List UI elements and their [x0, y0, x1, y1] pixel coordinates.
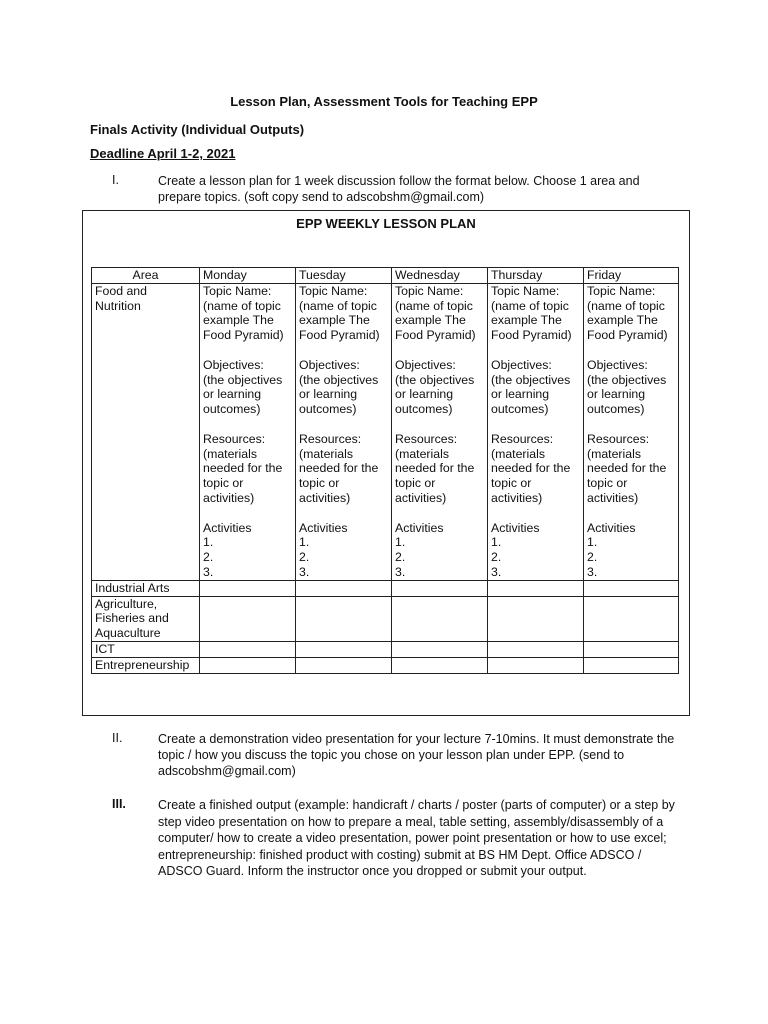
- day-plan-cell: [584, 283, 679, 580]
- empty-cell: [584, 596, 679, 641]
- spacer: [395, 417, 484, 432]
- topic-description: (name of topic example The Food Pyramid): [587, 298, 668, 343]
- empty-cell: [392, 596, 488, 641]
- spacer: [299, 343, 388, 358]
- column-header-thursday: Thursday: [488, 268, 584, 284]
- activity-item: 3.: [299, 564, 310, 579]
- activities-label: Activities: [587, 520, 636, 535]
- objectives-description: (the objectives or learning outcomes): [395, 372, 475, 417]
- column-header-monday: Monday: [200, 268, 296, 284]
- empty-cell: [584, 580, 679, 596]
- topic-description: (name of topic example The Food Pyramid): [491, 298, 572, 343]
- spacer: [491, 343, 580, 358]
- empty-cell: [392, 580, 488, 596]
- empty-cell: [392, 641, 488, 657]
- area-cell: Agriculture, Fisheries and Aquaculture: [92, 596, 200, 641]
- empty-cell: [584, 641, 679, 657]
- column-header-area: Area: [92, 268, 200, 284]
- empty-cell: [200, 580, 296, 596]
- column-header-wednesday: Wednesday: [392, 268, 488, 284]
- item-text: Create a finished output (example: handicraft / charts / poster (parts of computer) or a step by step video presentation on how to prepare a meal, table setting, assembly/disassembly of a computer/ how to create a video presentation, power point presentation or how to use excel; entrepreneurship: finished product with costing) submit at BS HM Dept. Office ADSCO / ADSCO Guard. Inform the instructor once you dropped or submit your output.: [158, 798, 675, 878]
- objectives-label: Objectives:: [491, 357, 552, 372]
- objectives-description: (the objectives or learning outcomes): [203, 372, 283, 417]
- topic-description: (name of topic example The Food Pyramid): [395, 298, 476, 343]
- resources-label: Resources:: [299, 431, 362, 446]
- objectives-description: (the objectives or learning outcomes): [299, 372, 379, 417]
- empty-cell: [296, 657, 392, 673]
- item-number: II.: [112, 731, 123, 745]
- empty-cell: [488, 657, 584, 673]
- spacer: [395, 343, 484, 358]
- activity-item: 3.: [491, 564, 502, 579]
- empty-cell: [584, 657, 679, 673]
- objectives-label: Objectives:: [203, 357, 264, 372]
- day-plan-cell: [296, 283, 392, 580]
- activity-item: 3.: [395, 564, 406, 579]
- table-row: [92, 596, 679, 641]
- objectives-description: (the objectives or learning outcomes): [587, 372, 667, 417]
- lesson-plan-box: [82, 210, 690, 716]
- spacer: [299, 506, 388, 521]
- objectives-description: (the objectives or learning outcomes): [491, 372, 571, 417]
- area-cell: Entrepreneurship: [92, 657, 200, 673]
- spacer: [491, 417, 580, 432]
- area-cell: Industrial Arts: [92, 580, 200, 596]
- empty-cell: [200, 641, 296, 657]
- topic-label: Topic Name:: [299, 283, 368, 298]
- activity-item: 1.: [203, 535, 214, 550]
- objectives-label: Objectives:: [395, 357, 456, 372]
- topic-label: Topic Name:: [203, 283, 272, 298]
- spacer: [203, 343, 292, 358]
- resources-label: Resources:: [587, 431, 650, 446]
- table-row: [92, 580, 679, 596]
- table-row: [92, 283, 679, 580]
- topic-label: Topic Name:: [587, 283, 656, 298]
- empty-cell: [488, 641, 584, 657]
- objectives-label: Objectives:: [299, 357, 360, 372]
- empty-cell: [392, 657, 488, 673]
- spacer: [395, 506, 484, 521]
- table-row: [92, 657, 679, 673]
- spacer: [587, 343, 675, 358]
- empty-cell: [200, 596, 296, 641]
- activity-item: 2.: [395, 550, 406, 565]
- activities-label: Activities: [491, 520, 540, 535]
- activity-item: 1.: [491, 535, 502, 550]
- day-plan-cell: [392, 283, 488, 580]
- spacer: [203, 506, 292, 521]
- deadline-heading: Deadline April 1-2, 2021: [90, 146, 236, 161]
- resources-label: Resources:: [203, 431, 266, 446]
- lesson-plan-table: [91, 267, 679, 674]
- spacer: [491, 506, 580, 521]
- item-text: Create a lesson plan for 1 week discussion follow the format below. Choose 1 area and prepare topics. (soft copy send to adscobshm@gmail.com): [158, 174, 640, 204]
- finals-activity-heading: Finals Activity (Individual Outputs): [90, 122, 305, 137]
- activity-item: 1.: [587, 535, 598, 550]
- table-header-row: [92, 268, 679, 284]
- document-title: Lesson Plan, Assessment Tools for Teaching EPP: [230, 94, 538, 109]
- item-text: Create a demonstration video presentation for your lecture 7-10mins. It must demonstrate the topic / how you discuss the topic you chose on your lesson plan under EPP. (send to adscobshm@gmail.com): [158, 732, 675, 778]
- activity-item: 1.: [299, 535, 310, 550]
- empty-cell: [488, 596, 584, 641]
- activities-label: Activities: [203, 520, 252, 535]
- spacer: [203, 417, 292, 432]
- topic-description: (name of topic example The Food Pyramid): [203, 298, 284, 343]
- spacer: [587, 506, 675, 521]
- resources-description: (materials needed for the topic or activities): [203, 446, 283, 505]
- spacer: [299, 417, 388, 432]
- empty-cell: [488, 580, 584, 596]
- empty-cell: [296, 580, 392, 596]
- objectives-label: Objectives:: [587, 357, 648, 372]
- topic-label: Topic Name:: [491, 283, 560, 298]
- table-row: [92, 641, 679, 657]
- column-header-tuesday: Tuesday: [296, 268, 392, 284]
- item-number: I.: [112, 173, 119, 187]
- activity-item: 3.: [587, 564, 598, 579]
- resources-description: (materials needed for the topic or activities): [587, 446, 667, 505]
- resources-label: Resources:: [395, 431, 458, 446]
- activity-item: 2.: [491, 550, 502, 565]
- activity-item: 1.: [395, 535, 406, 550]
- activity-item: 3.: [203, 564, 214, 579]
- topic-label: Topic Name:: [395, 283, 464, 298]
- column-header-friday: Friday: [584, 268, 679, 284]
- activity-item: 2.: [299, 550, 310, 565]
- empty-cell: [296, 641, 392, 657]
- area-cell: ICT: [92, 641, 200, 657]
- spacer: [587, 417, 675, 432]
- lesson-plan-title: EPP WEEKLY LESSON PLAN: [296, 216, 476, 231]
- area-cell: Food and Nutrition: [92, 283, 200, 580]
- activities-label: Activities: [395, 520, 444, 535]
- resources-description: (materials needed for the topic or activities): [491, 446, 571, 505]
- resources-description: (materials needed for the topic or activities): [395, 446, 475, 505]
- resources-description: (materials needed for the topic or activities): [299, 446, 379, 505]
- empty-cell: [200, 657, 296, 673]
- activity-item: 2.: [203, 550, 214, 565]
- activity-item: 2.: [587, 550, 598, 565]
- item-number: III.: [112, 797, 126, 811]
- day-plan-cell: [488, 283, 584, 580]
- resources-label: Resources:: [491, 431, 554, 446]
- activities-label: Activities: [299, 520, 348, 535]
- topic-description: (name of topic example The Food Pyramid): [299, 298, 380, 343]
- empty-cell: [296, 596, 392, 641]
- day-plan-cell: [200, 283, 296, 580]
